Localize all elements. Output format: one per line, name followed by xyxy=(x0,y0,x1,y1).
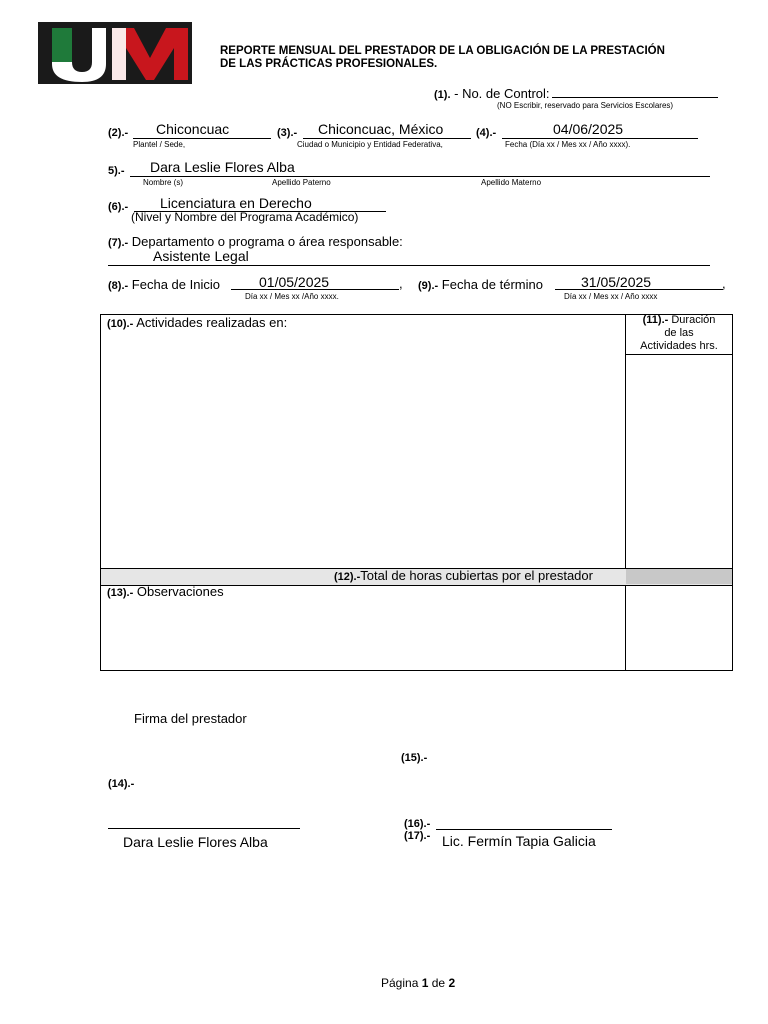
table-column-divider xyxy=(625,314,626,671)
page-word: Página xyxy=(381,976,419,990)
field-number-15: (15).- xyxy=(401,752,428,764)
field-number-1: (1). xyxy=(434,89,451,101)
duration-label-a: Duración xyxy=(671,314,716,326)
activities-label: Actividades realizadas en: xyxy=(136,315,288,330)
end-date-label: Fecha de término xyxy=(441,277,543,292)
activities-header xyxy=(107,315,287,330)
field-number-6: (6).- xyxy=(108,201,129,213)
end-date-comma: , xyxy=(722,276,726,291)
sede-caption: Plantel / Sede, xyxy=(133,140,186,149)
field-number-7: (7).- xyxy=(108,237,129,249)
department-label-row xyxy=(108,234,403,249)
field-number-16: (16).- xyxy=(404,818,431,830)
field-number-17: (17).- xyxy=(404,830,431,842)
control-number-line xyxy=(552,97,718,98)
materno-caption: Apellido Materno xyxy=(481,178,542,187)
start-date-caption: Día xx / Mes xx /Año xxxx. xyxy=(245,292,339,301)
city-value: Chiconcuac, México xyxy=(318,121,444,137)
program-caption: (Nivel y Nombre del Programa Académico) xyxy=(131,210,359,224)
name-line xyxy=(130,176,710,177)
prestador-name: Dara Leslie Flores Alba xyxy=(123,834,268,850)
field-number-12: (12).- xyxy=(334,571,361,583)
field-number-9: (9).- xyxy=(418,280,439,292)
department-line xyxy=(108,265,710,266)
control-number-label xyxy=(434,86,550,101)
duration-header xyxy=(626,314,732,353)
start-date-value: 01/05/2025 xyxy=(259,274,330,290)
paterno-caption: Apellido Paterno xyxy=(272,178,331,187)
signature-label: Firma del prestador xyxy=(134,711,247,726)
activities-table xyxy=(100,314,733,671)
current-page: 1 xyxy=(421,976,429,990)
date-line xyxy=(502,138,698,139)
um-logo-icon xyxy=(38,22,192,84)
field-number-3: (3).- xyxy=(277,127,298,139)
field-number-8: (8).- xyxy=(108,280,129,292)
title-line-1: REPORTE MENSUAL DEL PRESTADOR DE LA OBLIGACIÓN DE LA PRESTACIÓN xyxy=(220,45,665,57)
duration-header-divider xyxy=(625,354,733,355)
observations-header xyxy=(107,584,224,599)
field-number-4: (4).- xyxy=(476,127,497,139)
end-date-caption: Día xx / Mes xx / Año xxxx xyxy=(564,292,658,301)
end-date-value: 31/05/2025 xyxy=(581,274,652,290)
end-date-label-row xyxy=(418,277,543,292)
responsable-name: Lic. Fermín Tapia Galicia xyxy=(442,833,596,849)
total-hours-cell xyxy=(626,569,732,584)
of-word: de xyxy=(431,976,446,990)
sede-line xyxy=(133,138,271,139)
duration-label-b: de las xyxy=(664,327,694,339)
department-label: Departamento o programa o área responsable: xyxy=(131,234,403,249)
student-name-value: Dara Leslie Flores Alba xyxy=(150,159,295,175)
start-date-comma: , xyxy=(399,276,403,291)
field-number-13: (13).- xyxy=(107,587,134,599)
report-date-caption: Fecha (Día xx / Mes xx / Año xxxx). xyxy=(505,140,631,149)
total-hours-label: Total de horas cubiertas por el prestador xyxy=(360,568,593,583)
department-value: Asistente Legal xyxy=(153,248,249,264)
field-number-5: 5).- xyxy=(108,165,125,177)
field-number-14: (14).- xyxy=(108,778,135,790)
document-title xyxy=(220,45,665,71)
duration-label-c: Actividades hrs. xyxy=(640,340,718,352)
control-note: (NO Escribir, reservado para Servicios Escolares) xyxy=(497,101,674,110)
total-hours-label-row xyxy=(334,568,593,583)
responsable-signature-line xyxy=(436,829,612,830)
city-caption: Ciudad o Municipio y Entidad Federativa, xyxy=(297,140,443,149)
logo xyxy=(38,22,192,84)
start-date-label: Fecha de Inicio xyxy=(131,277,220,292)
sede-value: Chiconcuac xyxy=(156,121,230,137)
field-number-2: (2).- xyxy=(108,127,129,139)
total-pages: 2 xyxy=(448,976,456,990)
city-line xyxy=(303,138,471,139)
start-date-label-row xyxy=(108,277,220,292)
names-caption: Nombre (s) xyxy=(143,178,184,187)
report-date-value: 04/06/2025 xyxy=(553,121,624,137)
observations-label: Observaciones xyxy=(136,584,224,599)
prestador-signature-line xyxy=(108,828,300,829)
field-number-10: (10).- xyxy=(107,318,134,330)
title-line-2: DE LAS PRÁCTICAS PROFESIONALES. xyxy=(220,58,438,70)
program-value: Licenciatura en Derecho xyxy=(160,195,312,211)
control-label: - No. de Control: xyxy=(454,86,550,101)
page-number xyxy=(381,976,455,990)
field-number-11: (11).- xyxy=(642,314,669,326)
